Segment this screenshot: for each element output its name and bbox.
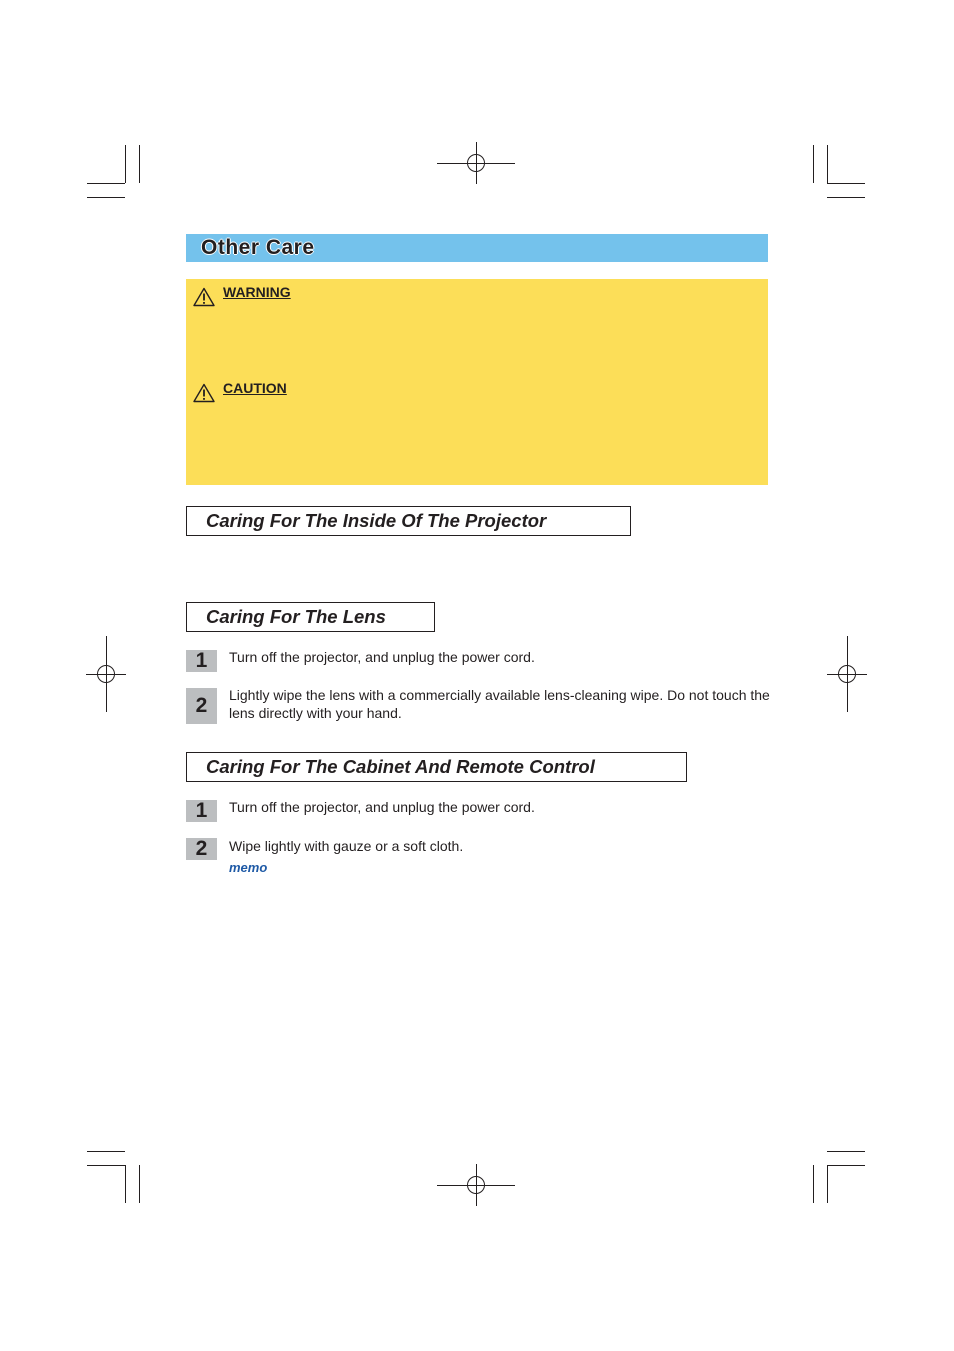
- notice-box: [186, 279, 768, 485]
- crop-mark-line: [139, 145, 140, 183]
- section-title: Caring For The Cabinet And Remote Control: [206, 756, 595, 777]
- step-number: 2: [186, 688, 217, 724]
- crop-mark-line: [827, 1151, 865, 1152]
- step-number: 2: [186, 838, 217, 860]
- title-band: [186, 234, 768, 262]
- step-text: Turn off the projector, and unplug the power cord.: [229, 649, 535, 665]
- section-heading-lens: [186, 602, 435, 632]
- step-number: 1: [186, 800, 217, 822]
- section-heading-inside: [186, 506, 631, 536]
- memo-label: memo: [229, 860, 268, 875]
- crop-mark-line: [827, 1165, 828, 1203]
- section-title: Caring For The Inside Of The Projector: [206, 510, 547, 531]
- crop-mark-line: [87, 1151, 125, 1152]
- crop-mark-line: [139, 1165, 140, 1203]
- step-text: Wipe lightly with gauze or a soft cloth.: [229, 838, 464, 854]
- page-title: Other Care: [201, 236, 315, 259]
- crop-mark-line: [87, 197, 125, 198]
- crop-mark-line: [125, 1165, 126, 1203]
- step-text: Turn off the projector, and unplug the power cord.: [229, 799, 535, 815]
- caution-label: CAUTION: [223, 380, 287, 396]
- step-text: Lightly wipe the lens with a commercially available lens-cleaning wipe. Do not touch the lens directly with your hand.: [229, 687, 770, 721]
- caution-triangle-icon: [193, 383, 215, 403]
- crop-mark-line: [827, 183, 865, 184]
- crop-mark-line: [813, 145, 814, 183]
- crop-mark-line: [125, 145, 126, 183]
- section-title: Caring For The Lens: [206, 606, 386, 627]
- crop-mark-line: [87, 183, 125, 184]
- crop-mark-line: [827, 1165, 865, 1166]
- crop-mark-line: [827, 197, 865, 198]
- warning-triangle-icon: [193, 287, 215, 307]
- section-heading-cabinet: [186, 752, 687, 782]
- warning-label: WARNING: [223, 284, 291, 300]
- crop-mark-line: [813, 1165, 814, 1203]
- step-number: 1: [186, 650, 217, 672]
- crop-mark-line: [87, 1165, 125, 1166]
- crop-mark-line: [827, 145, 828, 183]
